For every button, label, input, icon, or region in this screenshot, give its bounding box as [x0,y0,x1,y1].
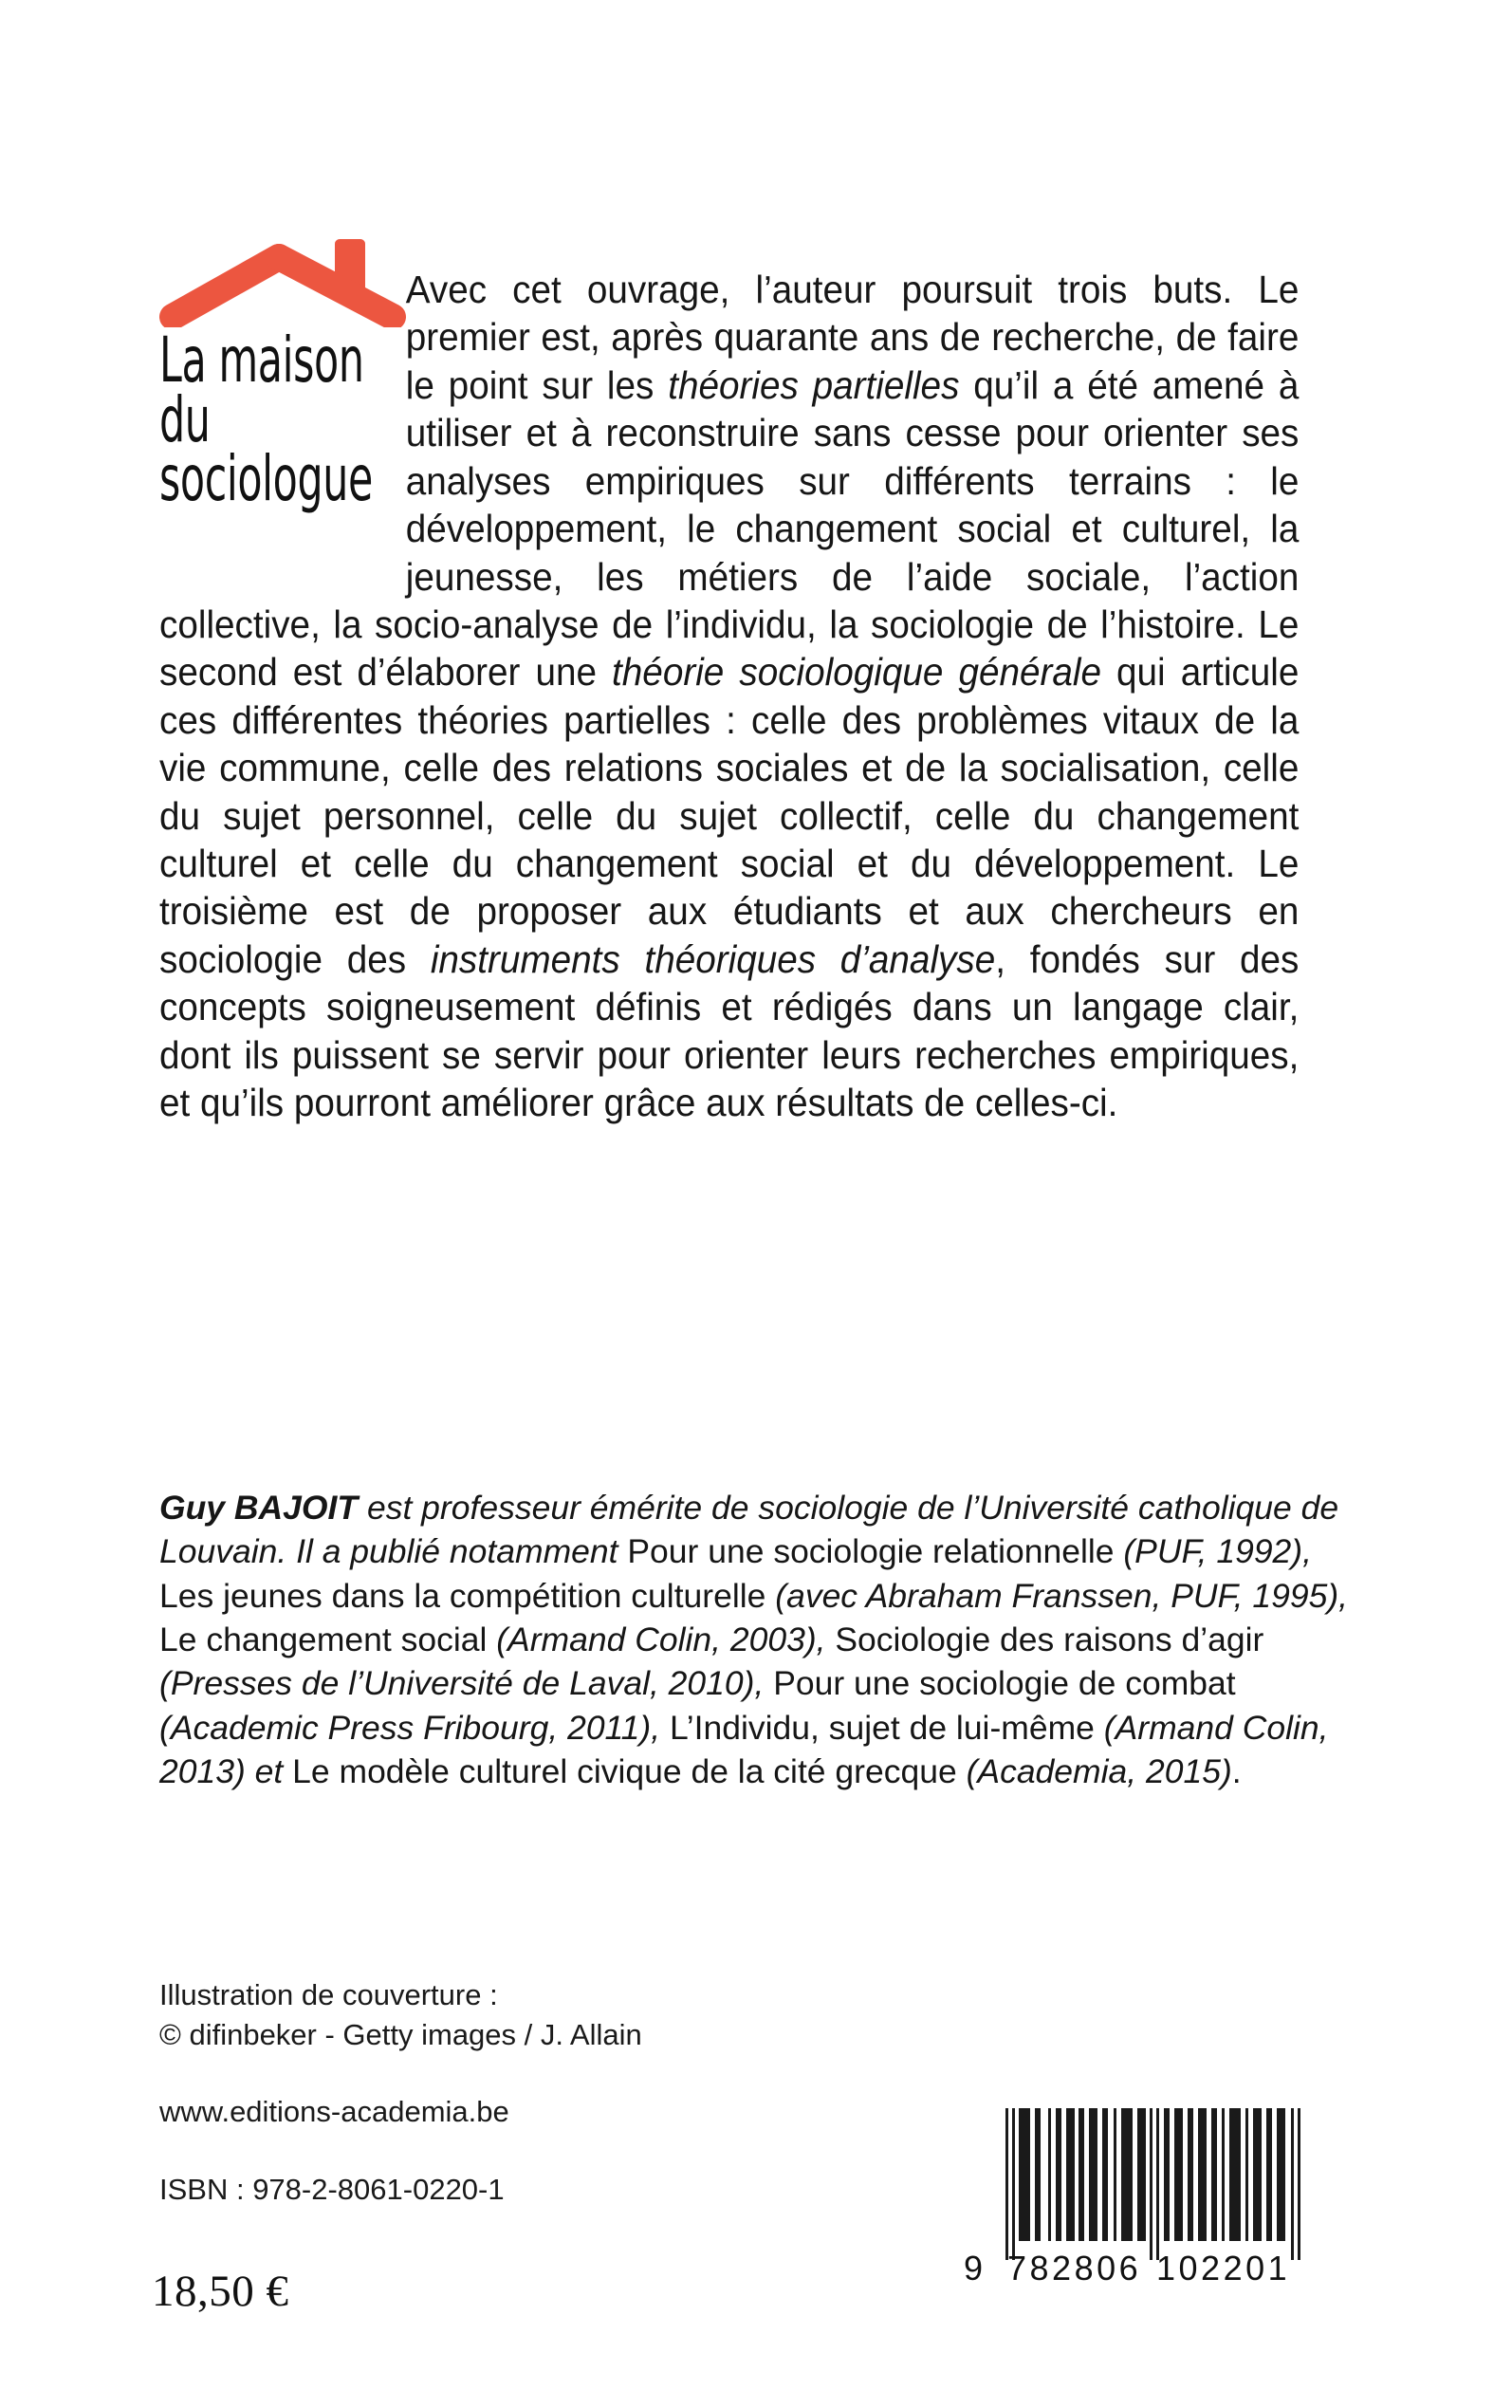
logo-line-3: sociologue [159,442,373,516]
bio-ref-5: (Academic Press Fribourg, 2011), [159,1708,661,1747]
bio-title-1: Pour une sociologie relationnelle [627,1532,1124,1571]
author-name: Guy BAJOIT [159,1489,359,1527]
book-description [159,266,1299,1127]
blurb-emphasis-theories-partielles: théories partielles [668,362,960,407]
bio-intro: est professeur émérite de sociologie de l’Université catholique de Louvain. Il a publié notamment [159,1489,1339,1571]
blurb-part-1: Avec cet ouvrage, l’auteur poursuit trois buts. Le premier est, après quarante ans de recherche, de faire le point sur les [405,268,1300,407]
bio-period: . [1231,1751,1242,1790]
blurb-part-4: , fondés sur des concepts soigneusement définis et rédigés dans un langage clair, dont ils puissent se servir pour orienter leurs recherches empiriques, et qu’ils pourront améliorer grâce aux résultats de celles-ci. [159,936,1300,1125]
blurb-part-3: qui articule ces différentes théories partielles : celle des problèmes vitaux de la vie commune, celle des relations sociales et de la socialisation, celle du sujet personnel, celle du sujet collectif, celle du changement culturel et celle du changement social et du développement. Le troisième est de proposer aux étudiants et aux chercheurs en sociologie des [159,650,1300,981]
bio-ref-4: (Presses de l’Université de Laval, 2010), [159,1664,765,1703]
price-label: 18,50 € [152,2267,289,2316]
ean13-barcode [964,2108,1310,2288]
blurb-emphasis-instruments: instruments théoriques d’analyse [430,936,996,981]
illustration-label: Illustration de couverture : [159,1978,498,2011]
publisher-website[interactable]: www.editions-academia.be [159,2095,509,2129]
bio-title-4: Sociologie des raisons d’agir [825,1620,1264,1658]
logo-line-1: La maison [159,324,364,397]
bio-ref-6: (Armand Colin, 2013) [159,1708,1329,1790]
isbn-line: ISBN : 978-2-8061-0220-1 [159,2172,505,2206]
bio-ref-3: (Armand Colin, 2003), [496,1620,826,1658]
author-biography [159,1486,1356,1793]
bio-title-5: Pour une sociologie de combat [764,1664,1236,1703]
illustration-credit: © difinbeker - Getty images / J. Allain [159,2017,642,2051]
bio-title-2: Les jeunes dans la compétition culturelle [159,1576,776,1615]
barcode-group-1: 782806 [1007,2249,1142,2288]
barcode-lead-digit: 9 [964,2249,986,2288]
bio-title-7: Le modèle culturel civique de la cité grecque [283,1751,967,1790]
bio-title-6: L’Individu, sujet de lui-même [660,1708,1104,1747]
blurb-emphasis-theorie-generale: théorie sociologique générale [612,650,1101,695]
bio-ref-7: (Academia, 2015) [966,1751,1232,1790]
illustration-credit-group [159,1975,880,2054]
cover-footer [159,1975,880,2209]
barcode-group-2: 102201 [1156,2249,1291,2288]
bio-conjunction: et [245,1751,284,1790]
blurb-part-2: qu’il a été amené à utiliser et à reconstruire sans cesse pour orienter ses analyses empiriques sur différents terrains : le développement, le changement social et culturel, la jeunesse, les métiers de l’aide sociale, l’action collective, la socio-analyse de l’individu, la sociologie de l’histoire. Le second est d’élaborer une [159,362,1300,695]
logo-line-2: du [159,382,211,456]
logo-text-wrap-spacer [159,266,406,562]
bio-ref-1: (PUF, 1992), [1123,1532,1312,1571]
bio-ref-2: (avec Abraham Franssen, PUF, 1995), [775,1576,1349,1615]
bio-title-3: Le changement social [159,1620,497,1658]
